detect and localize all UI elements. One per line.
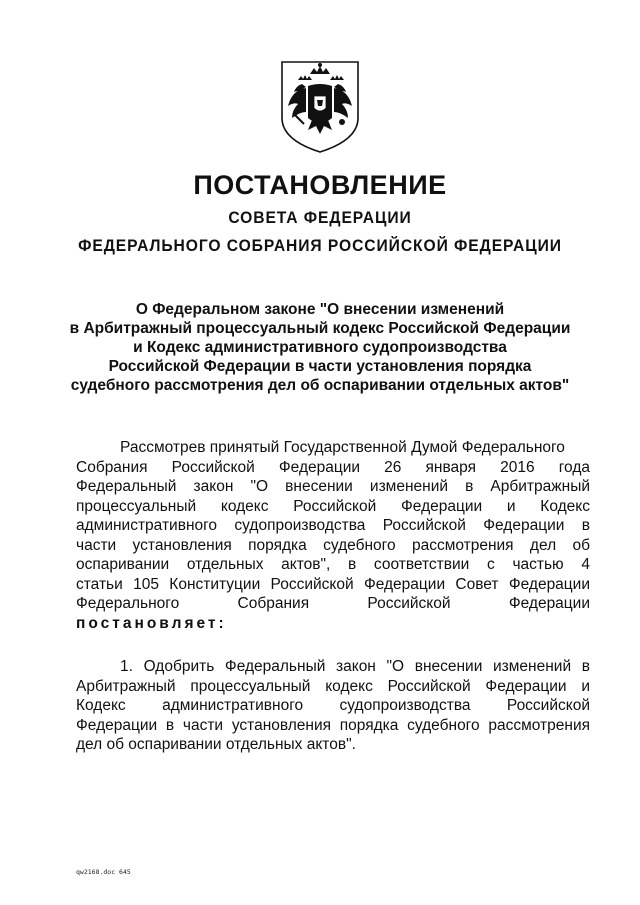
resolution-heading (40, 300, 600, 395)
paragraph-line: Собрания Российской Федерации 26 января 2016 года (76, 458, 590, 476)
item-1-paragraph (76, 657, 590, 755)
document-title: ПОСТАНОВЛЕНИЕ (193, 170, 447, 200)
heading-line: О Федеральном законе "О внесении изменений (135, 301, 505, 318)
document-code: qw2168.doc 645 (76, 868, 131, 876)
paragraph-line: Федерального Собрания Российской Федерации (76, 595, 590, 612)
paragraph-line: оспаривании отдельных актов", в соответствии с частью 4 (76, 556, 590, 573)
resolves-keyword: постановляет: (76, 614, 227, 632)
paragraph-line: процессуальный кодекс Российской Федерации и Кодекс (76, 497, 590, 515)
paragraph-line: Федеральный закон "О внесении изменений в Арбитражный (76, 478, 590, 495)
paragraph-line: статьи 105 Конституции Российской Федерации Совет Федерации (76, 575, 590, 593)
paragraph-line: Федерации в части установления порядка судебного рассмотрения (76, 716, 590, 734)
preamble-paragraph (76, 438, 590, 633)
document-subtitle-line-2: ФЕДЕРАЛЬНОГО СОБРАНИЯ РОССИЙСКОЙ ФЕДЕРАЦИИ (78, 236, 562, 255)
document-subtitle-line-1: СОВЕТА ФЕДЕРАЦИИ (228, 208, 412, 227)
paragraph-line: 1. Одобрить Федеральный закон "О внесении изменений в (120, 658, 590, 675)
heading-line: Российской Федерации в части установления порядка (108, 358, 532, 375)
paragraph-line: дел об оспаривании отдельных актов". (76, 736, 356, 753)
paragraph-line: Кодекс административного судопроизводства Российской (76, 697, 590, 714)
coat-of-arms-icon (272, 56, 368, 156)
paragraph-line: Рассмотрев принятый Государственной Думой Федерального (120, 439, 565, 456)
paragraph-line: части установления порядка судебного рассмотрения дел об (76, 536, 590, 554)
heading-line: и Кодекс административного судопроизводства (133, 339, 507, 356)
paragraph-line: Арбитражный процессуальный кодекс Российской Федерации и (76, 677, 590, 695)
heading-line: судебного рассмотрения дел об оспаривании отдельных актов" (70, 377, 570, 394)
paragraph-line: административного судопроизводства Российской Федерации в (76, 517, 590, 534)
heading-line: в Арбитражный процессуальный кодекс Российской Федерации (69, 320, 571, 337)
